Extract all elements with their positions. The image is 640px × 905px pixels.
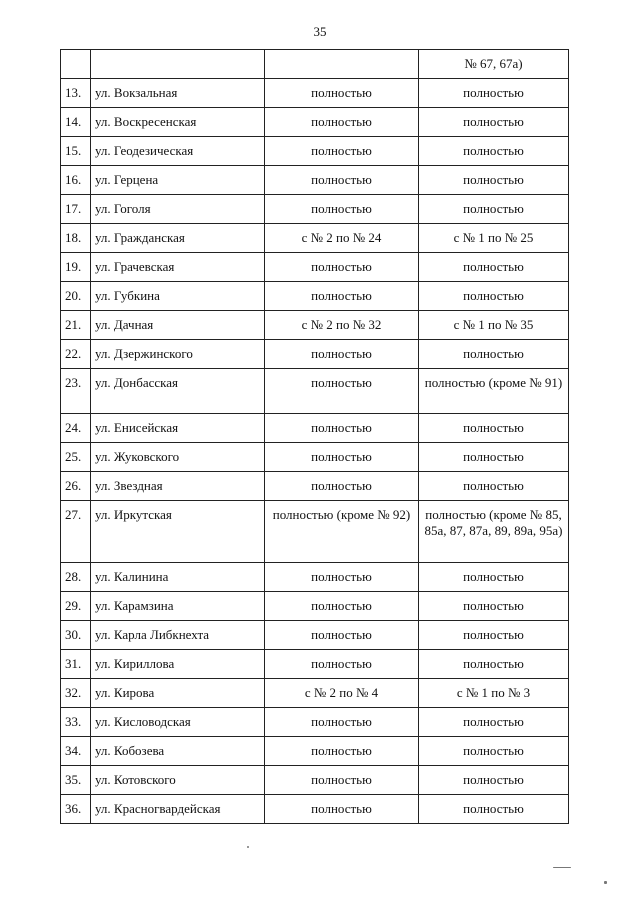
table-row-continuation bbox=[61, 50, 569, 79]
even-side: полностью bbox=[265, 563, 419, 592]
street-name: ул. Дзержинского bbox=[91, 340, 265, 369]
even-side: полностью bbox=[265, 650, 419, 679]
table-row bbox=[61, 472, 569, 501]
odd-side: полностью bbox=[419, 108, 569, 137]
street-name: ул. Кириллова bbox=[91, 650, 265, 679]
street-name: ул. Калинина bbox=[91, 563, 265, 592]
table-row bbox=[61, 563, 569, 592]
table-row bbox=[61, 224, 569, 253]
even-side bbox=[265, 50, 419, 79]
row-number: 23. bbox=[61, 369, 91, 414]
odd-side: полностью bbox=[419, 253, 569, 282]
row-number: 32. bbox=[61, 679, 91, 708]
row-number: 16. bbox=[61, 166, 91, 195]
street-name: ул. Жуковского bbox=[91, 443, 265, 472]
row-number: 30. bbox=[61, 621, 91, 650]
street-name: ул. Воскресенская bbox=[91, 108, 265, 137]
table-row bbox=[61, 311, 569, 340]
table-row bbox=[61, 340, 569, 369]
scan-speck bbox=[247, 846, 249, 848]
odd-side: № 67, 67а) bbox=[419, 50, 569, 79]
row-number: 27. bbox=[61, 501, 91, 563]
street-name: ул. Вокзальная bbox=[91, 79, 265, 108]
street-name: ул. Котовского bbox=[91, 766, 265, 795]
table-row bbox=[61, 650, 569, 679]
streets-table bbox=[60, 49, 569, 824]
row-number: 26. bbox=[61, 472, 91, 501]
row-number: 13. bbox=[61, 79, 91, 108]
even-side: с № 2 по № 4 bbox=[265, 679, 419, 708]
even-side: полностью bbox=[265, 592, 419, 621]
street-name: ул. Карла Либкнехта bbox=[91, 621, 265, 650]
even-side: полностью bbox=[265, 414, 419, 443]
row-number: 14. bbox=[61, 108, 91, 137]
even-side: полностью bbox=[265, 282, 419, 311]
table-row bbox=[61, 501, 569, 563]
even-side: полностью bbox=[265, 253, 419, 282]
odd-side: полностью bbox=[419, 340, 569, 369]
street-name: ул. Енисейская bbox=[91, 414, 265, 443]
odd-side: с № 1 по № 3 bbox=[419, 679, 569, 708]
street-name: ул. Гражданская bbox=[91, 224, 265, 253]
odd-side: с № 1 по № 35 bbox=[419, 311, 569, 340]
table-row bbox=[61, 708, 569, 737]
table-row bbox=[61, 282, 569, 311]
scan-speck bbox=[553, 867, 571, 868]
odd-side: полностью bbox=[419, 766, 569, 795]
even-side: полностью bbox=[265, 621, 419, 650]
odd-side: полностью bbox=[419, 650, 569, 679]
table-row bbox=[61, 795, 569, 824]
row-number: 21. bbox=[61, 311, 91, 340]
even-side: с № 2 по № 32 bbox=[265, 311, 419, 340]
scan-speck bbox=[604, 881, 607, 884]
table-row bbox=[61, 166, 569, 195]
street-name: ул. Донбасская bbox=[91, 369, 265, 414]
even-side: полностью bbox=[265, 340, 419, 369]
streets-table-body bbox=[61, 50, 569, 824]
street-name: ул. Гоголя bbox=[91, 195, 265, 224]
even-side: полностью (кроме № 92) bbox=[265, 501, 419, 563]
odd-side: полностью bbox=[419, 195, 569, 224]
row-number: 18. bbox=[61, 224, 91, 253]
table-row bbox=[61, 369, 569, 414]
row-number: 22. bbox=[61, 340, 91, 369]
even-side: полностью bbox=[265, 166, 419, 195]
odd-side: полностью bbox=[419, 795, 569, 824]
odd-side: полностью bbox=[419, 166, 569, 195]
street-name: ул. Карамзина bbox=[91, 592, 265, 621]
table-row bbox=[61, 137, 569, 166]
table-row bbox=[61, 253, 569, 282]
row-number: 20. bbox=[61, 282, 91, 311]
row-number bbox=[61, 50, 91, 79]
row-number: 28. bbox=[61, 563, 91, 592]
even-side: полностью bbox=[265, 195, 419, 224]
table-row bbox=[61, 592, 569, 621]
even-side: полностью bbox=[265, 108, 419, 137]
table-row bbox=[61, 414, 569, 443]
row-number: 31. bbox=[61, 650, 91, 679]
odd-side: полностью bbox=[419, 563, 569, 592]
odd-side: полностью bbox=[419, 137, 569, 166]
street-name: ул. Кобозева bbox=[91, 737, 265, 766]
street-name: ул. Иркутская bbox=[91, 501, 265, 563]
row-number: 17. bbox=[61, 195, 91, 224]
table-row bbox=[61, 443, 569, 472]
odd-side: полностью bbox=[419, 592, 569, 621]
even-side: полностью bbox=[265, 79, 419, 108]
even-side: полностью bbox=[265, 737, 419, 766]
row-number: 34. bbox=[61, 737, 91, 766]
street-name: ул. Геодезическая bbox=[91, 137, 265, 166]
odd-side: полностью bbox=[419, 472, 569, 501]
row-number: 15. bbox=[61, 137, 91, 166]
even-side: полностью bbox=[265, 766, 419, 795]
even-side: с № 2 по № 24 bbox=[265, 224, 419, 253]
odd-side: с № 1 по № 25 bbox=[419, 224, 569, 253]
even-side: полностью bbox=[265, 795, 419, 824]
row-number: 24. bbox=[61, 414, 91, 443]
table-row bbox=[61, 766, 569, 795]
street-name: ул. Кисловодская bbox=[91, 708, 265, 737]
table-row bbox=[61, 195, 569, 224]
odd-side: полностью (кроме № 85, 85а, 87, 87а, 89, 89а, 95а) bbox=[419, 501, 569, 563]
odd-side: полностью bbox=[419, 79, 569, 108]
odd-side: полностью bbox=[419, 737, 569, 766]
street-name bbox=[91, 50, 265, 79]
odd-side: полностью bbox=[419, 414, 569, 443]
table-row bbox=[61, 79, 569, 108]
table-row bbox=[61, 621, 569, 650]
even-side: полностью bbox=[265, 137, 419, 166]
row-number: 29. bbox=[61, 592, 91, 621]
street-name: ул. Герцена bbox=[91, 166, 265, 195]
street-name: ул. Грачевская bbox=[91, 253, 265, 282]
even-side: полностью bbox=[265, 369, 419, 414]
odd-side: полностью bbox=[419, 621, 569, 650]
street-name: ул. Звездная bbox=[91, 472, 265, 501]
row-number: 25. bbox=[61, 443, 91, 472]
odd-side: полностью bbox=[419, 443, 569, 472]
row-number: 33. bbox=[61, 708, 91, 737]
even-side: полностью bbox=[265, 443, 419, 472]
table-row bbox=[61, 737, 569, 766]
row-number: 19. bbox=[61, 253, 91, 282]
row-number: 35. bbox=[61, 766, 91, 795]
table-row bbox=[61, 108, 569, 137]
table-row bbox=[61, 679, 569, 708]
odd-side: полностью bbox=[419, 708, 569, 737]
street-name: ул. Дачная bbox=[91, 311, 265, 340]
odd-side: полностью (кроме № 91) bbox=[419, 369, 569, 414]
street-name: ул. Кирова bbox=[91, 679, 265, 708]
row-number: 36. bbox=[61, 795, 91, 824]
even-side: полностью bbox=[265, 472, 419, 501]
street-name: ул. Красногвардейская bbox=[91, 795, 265, 824]
street-name: ул. Губкина bbox=[91, 282, 265, 311]
page-number: 35 bbox=[313, 24, 327, 39]
odd-side: полностью bbox=[419, 282, 569, 311]
even-side: полностью bbox=[265, 708, 419, 737]
